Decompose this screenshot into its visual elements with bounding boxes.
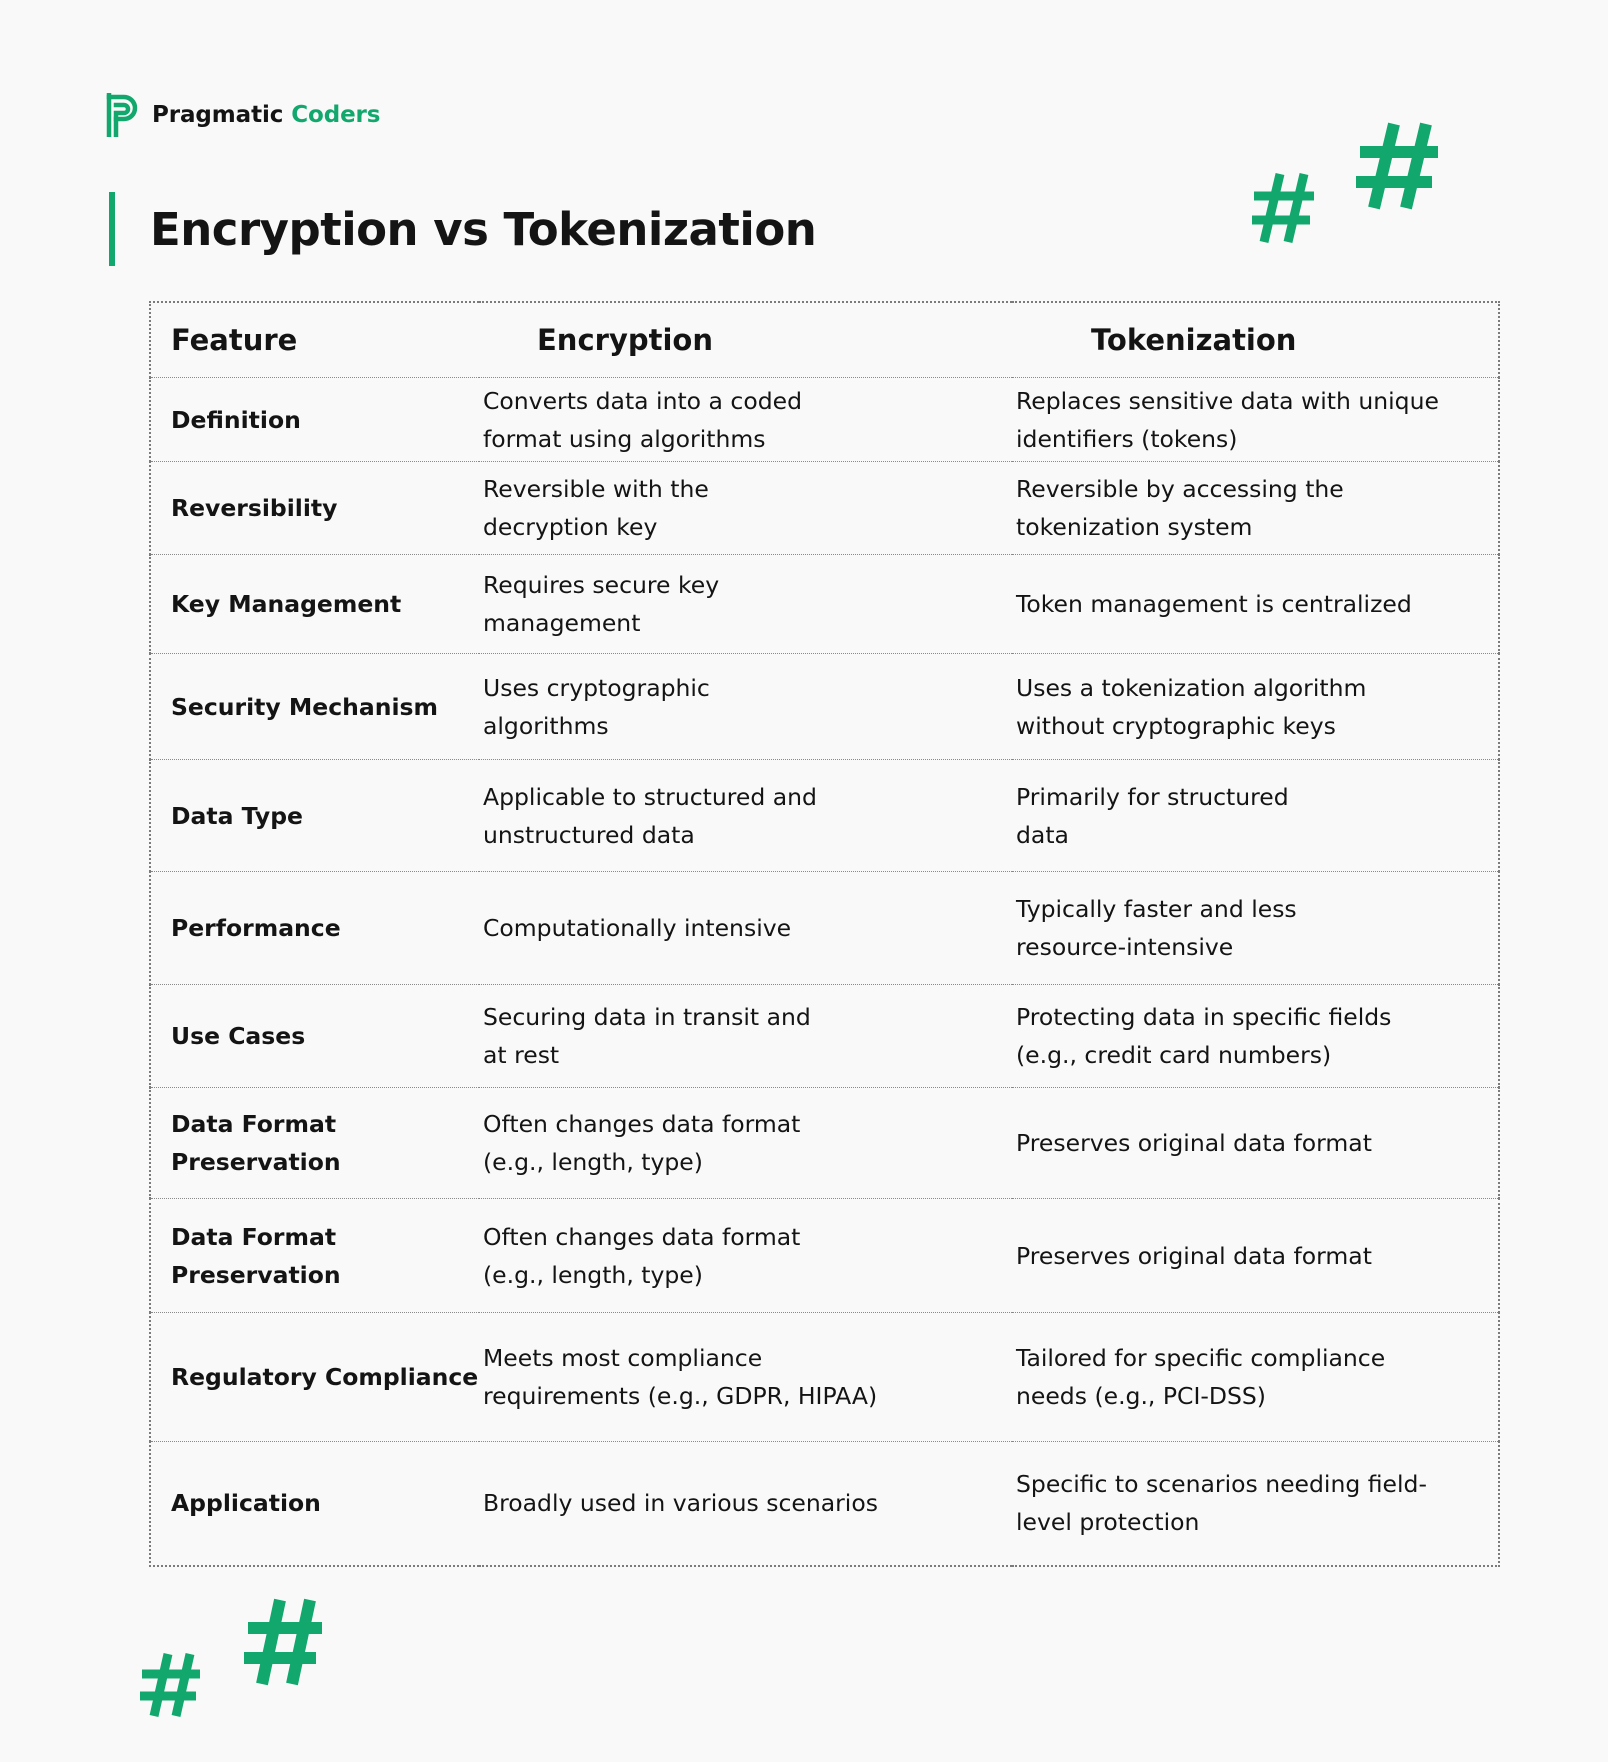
tokenization-cell [1012, 872, 1499, 985]
encryption-cell-line: Applicable to structured and [483, 782, 817, 811]
encryption-cell-line: decryption key [483, 513, 658, 541]
encryption-cell-line: Securing data in transit and [483, 1003, 811, 1031]
encryption-cell-line: management [483, 609, 641, 637]
page-title: Encryption vs Tokenization [150, 203, 817, 256]
feature-cell: Application [150, 1442, 479, 1566]
encryption-cell-line: Often changes data format [483, 1110, 801, 1138]
encryption-cell [479, 1199, 1012, 1313]
encryption-cell [479, 872, 1012, 985]
encryption-cell [479, 1442, 1012, 1566]
table-row [150, 1088, 1499, 1199]
table-header-row [150, 302, 1499, 378]
table-row [150, 654, 1499, 760]
tokenization-cell-line: Protecting data in specific fields [1016, 1003, 1392, 1031]
pc-logo-icon [106, 93, 142, 137]
feature-cell: Data Type [150, 760, 479, 872]
feature-cell: Performance [150, 872, 479, 985]
brand-name [152, 102, 380, 128]
encryption-cell [479, 654, 1012, 760]
table-row [150, 985, 1499, 1088]
feature-cell: Use Cases [150, 985, 479, 1088]
encryption-cell [479, 1088, 1012, 1199]
tokenization-cell [1012, 1088, 1499, 1199]
tokenization-cell [1012, 555, 1499, 654]
encryption-cell-line: Uses cryptographic [483, 673, 710, 702]
hash-icon [1250, 168, 1320, 248]
table-row [150, 1199, 1499, 1313]
tokenization-cell-line: Preserves original data format [1016, 1129, 1372, 1157]
tokenization-cell-line: Reversible by accessing the [1016, 475, 1344, 503]
tokenization-cell [1012, 760, 1499, 872]
encryption-cell-line: Requires secure key [483, 571, 720, 599]
hash-icon [1352, 118, 1442, 214]
tokenization-cell-line: (e.g., credit card numbers) [1016, 1041, 1332, 1069]
table-row [150, 378, 1499, 462]
feature-cell: Definition [150, 378, 479, 462]
hash-icon [138, 1650, 204, 1720]
encryption-cell-line: (e.g., length, type) [483, 1260, 703, 1289]
encryption-cell [479, 555, 1012, 654]
encryption-cell-line: Meets most compliance [483, 1344, 763, 1372]
tokenization-cell [1012, 985, 1499, 1088]
header-feature: Feature [150, 302, 479, 378]
tokenization-cell [1012, 1199, 1499, 1313]
encryption-cell-line: unstructured data [483, 820, 695, 849]
tokenization-cell [1012, 462, 1499, 555]
tokenization-cell-line: level protection [1016, 1508, 1200, 1537]
tokenization-cell [1012, 378, 1499, 462]
tokenization-cell [1012, 1313, 1499, 1442]
encryption-cell-line: algorithms [483, 711, 609, 740]
tokenization-cell-line: tokenization system [1016, 513, 1253, 541]
tokenization-cell-line: Tailored for specific compliance [1016, 1344, 1386, 1372]
brand-word-1: Pragmatic [152, 102, 284, 128]
hash-icon [240, 1594, 326, 1690]
tokenization-cell-line: identifiers (tokens) [1016, 424, 1238, 453]
encryption-cell [479, 760, 1012, 872]
encryption-cell-line: Often changes data format [483, 1222, 801, 1251]
encryption-cell-line: Converts data into a coded [483, 386, 802, 415]
encryption-cell [479, 985, 1012, 1088]
tokenization-cell-line: Specific to scenarios needing field- [1016, 1470, 1427, 1499]
tokenization-cell-line: Replaces sensitive data with unique [1016, 386, 1439, 415]
encryption-cell-line: format using algorithms [483, 424, 766, 453]
table-row [150, 760, 1499, 872]
header-tokenization: Tokenization [1012, 302, 1499, 378]
encryption-cell [479, 462, 1012, 555]
feature-cell: Reversibility [150, 462, 479, 555]
tokenization-cell-line: Primarily for structured [1016, 782, 1289, 811]
tokenization-cell-line: Typically faster and less [1016, 895, 1297, 923]
tokenization-cell-line: without cryptographic keys [1016, 711, 1336, 740]
table-row [150, 1313, 1499, 1442]
encryption-cell-line: at rest [483, 1041, 560, 1069]
tokenization-cell-line: Token management is centralized [1016, 590, 1412, 618]
tokenization-cell-line: data [1016, 820, 1069, 849]
encryption-cell-line: Computationally intensive [483, 914, 792, 942]
feature-cell: Data Format Preservation [150, 1088, 479, 1199]
table-row [150, 1442, 1499, 1566]
tokenization-cell [1012, 1442, 1499, 1566]
table-row [150, 872, 1499, 985]
feature-cell: Key Management [150, 555, 479, 654]
feature-cell: Regulatory Compliance [150, 1313, 479, 1442]
feature-cell: Security Mechanism [150, 654, 479, 760]
tokenization-cell-line: Preserves original data format [1016, 1241, 1372, 1270]
encryption-cell-line: Reversible with the [483, 475, 709, 503]
encryption-cell [479, 1313, 1012, 1442]
tokenization-cell-line: needs (e.g., PCI-DSS) [1016, 1382, 1266, 1410]
comparison-table [149, 301, 1500, 1567]
tokenization-cell [1012, 654, 1499, 760]
table-row [150, 462, 1499, 555]
brand-word-2: Coders [291, 102, 381, 128]
tokenization-cell-line: resource-intensive [1016, 933, 1234, 961]
header-encryption: Encryption [479, 302, 1012, 378]
brand-logo [106, 92, 380, 138]
encryption-cell-line: requirements (e.g., GDPR, HIPAA) [483, 1382, 878, 1410]
encryption-cell [479, 378, 1012, 462]
encryption-cell-line: Broadly used in various scenarios [483, 1489, 878, 1518]
table-row [150, 555, 1499, 654]
tokenization-cell-line: Uses a tokenization algorithm [1016, 673, 1367, 702]
feature-cell: Data Format Preservation [150, 1199, 479, 1313]
encryption-cell-line: (e.g., length, type) [483, 1148, 703, 1176]
title-accent-bar [109, 192, 115, 266]
